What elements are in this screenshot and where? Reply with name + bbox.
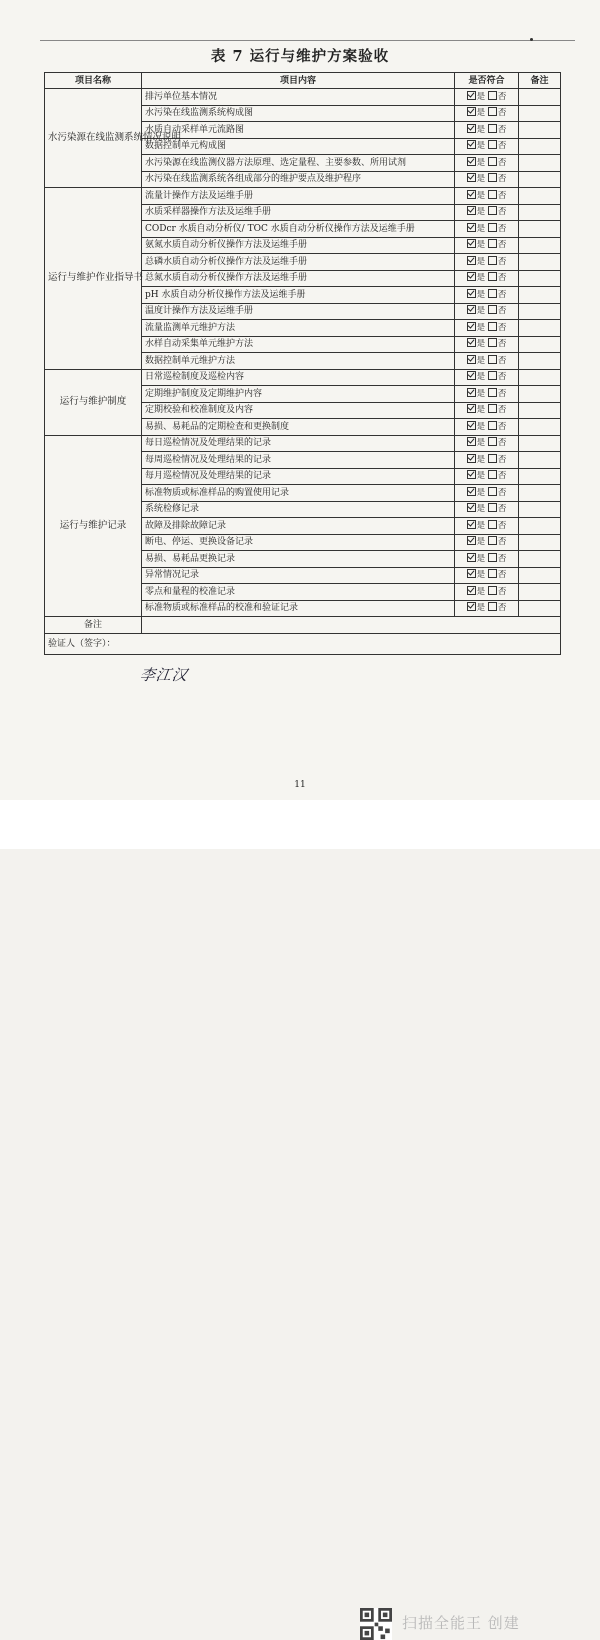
table-row	[45, 89, 561, 106]
compliance-cell	[455, 369, 519, 386]
yes-label: 是	[476, 289, 486, 300]
checked-box-icon[interactable]	[467, 586, 476, 595]
item-content-cell: 流量监测单元维护方法	[142, 320, 455, 337]
compliance-cell	[455, 89, 519, 106]
compliance-cell	[455, 485, 519, 502]
remarks-label: 备注	[45, 617, 142, 634]
unchecked-box-icon[interactable]	[488, 371, 497, 380]
unchecked-box-icon[interactable]	[488, 322, 497, 331]
checked-box-icon[interactable]	[467, 487, 476, 496]
no-label: 否	[497, 306, 507, 317]
unchecked-box-icon[interactable]	[488, 520, 497, 529]
yes-label: 是	[476, 91, 486, 102]
no-label: 否	[497, 174, 507, 185]
compliance-cell	[455, 138, 519, 155]
item-content-cell: 定期校验和校准制度及内容	[142, 402, 455, 419]
no-label: 否	[497, 190, 507, 201]
item-content-cell: 流量计操作方法及运维手册	[142, 188, 455, 205]
no-label: 否	[497, 256, 507, 267]
checked-box-icon[interactable]	[467, 239, 476, 248]
table-row	[45, 369, 561, 386]
yes-label: 是	[476, 322, 486, 333]
no-label: 否	[497, 586, 507, 597]
item-content-cell: 水样自动采集单元维护方法	[142, 336, 455, 353]
remark-cell	[519, 188, 561, 205]
remark-cell	[519, 518, 561, 535]
header-rule	[40, 40, 575, 41]
unchecked-box-icon[interactable]	[488, 503, 497, 512]
checked-box-icon[interactable]	[467, 371, 476, 380]
compliance-cell	[455, 105, 519, 122]
page-title: 表 7 运行与维护方案验收	[210, 48, 390, 65]
compliance-cell	[455, 386, 519, 403]
unchecked-box-icon[interactable]	[488, 470, 497, 479]
compliance-cell	[455, 600, 519, 617]
item-content-cell: 易损、易耗品的定期检查和更换制度	[142, 419, 455, 436]
header-compliance: 是否符合	[455, 73, 519, 89]
remark-cell	[519, 584, 561, 601]
remark-cell	[519, 270, 561, 287]
yes-label: 是	[476, 537, 486, 548]
no-label: 否	[497, 487, 507, 498]
yes-label: 是	[476, 355, 486, 366]
yes-label: 是	[476, 306, 486, 317]
signature: 李江汉	[138, 666, 190, 684]
remark-cell	[519, 468, 561, 485]
remark-cell	[519, 435, 561, 452]
table-row	[45, 188, 561, 205]
item-content-cell: 水质采样器操作方法及运维手册	[142, 204, 455, 221]
checked-box-icon[interactable]	[467, 454, 476, 463]
compliance-cell	[455, 204, 519, 221]
no-label: 否	[497, 504, 507, 515]
no-label: 否	[497, 289, 507, 300]
unchecked-box-icon[interactable]	[488, 454, 497, 463]
yes-label: 是	[476, 421, 486, 432]
signer-row	[45, 633, 561, 654]
remark-cell	[519, 600, 561, 617]
unchecked-box-icon[interactable]	[488, 91, 497, 100]
compliance-cell	[455, 237, 519, 254]
item-content-cell: pH 水质自动分析仪操作方法及运维手册	[142, 287, 455, 304]
item-content-cell: 易损、易耗品更换记录	[142, 551, 455, 568]
compliance-cell	[455, 171, 519, 188]
remark-cell	[519, 353, 561, 370]
item-content-cell: 日常巡检制度及巡检内容	[142, 369, 455, 386]
checked-box-icon[interactable]	[467, 272, 476, 281]
yes-label: 是	[476, 207, 486, 218]
unchecked-box-icon[interactable]	[488, 305, 497, 314]
qr-code-icon	[360, 1608, 392, 1640]
compliance-cell	[455, 221, 519, 238]
yes-label: 是	[476, 339, 486, 350]
checked-box-icon[interactable]	[467, 520, 476, 529]
yes-label: 是	[476, 570, 486, 581]
unchecked-box-icon[interactable]	[488, 421, 497, 430]
no-label: 否	[497, 322, 507, 333]
no-label: 否	[497, 91, 507, 102]
no-label: 否	[497, 520, 507, 531]
ink-dot	[530, 38, 533, 41]
remark-cell	[519, 567, 561, 584]
remark-cell	[519, 452, 561, 469]
remark-cell	[519, 336, 561, 353]
checked-box-icon[interactable]	[467, 91, 476, 100]
no-label: 否	[497, 553, 507, 564]
remark-cell	[519, 171, 561, 188]
checked-box-icon[interactable]	[467, 602, 476, 611]
remarks-row	[45, 617, 561, 634]
unchecked-box-icon[interactable]	[488, 289, 497, 298]
yes-label: 是	[476, 405, 486, 416]
checked-box-icon[interactable]	[467, 536, 476, 545]
page-number: 11	[294, 780, 306, 790]
unchecked-box-icon[interactable]	[488, 338, 497, 347]
yes-label: 是	[476, 124, 486, 135]
checked-box-icon[interactable]	[467, 157, 476, 166]
no-label: 否	[497, 273, 507, 284]
checked-box-icon[interactable]	[467, 289, 476, 298]
checked-box-icon[interactable]	[467, 305, 476, 314]
checked-box-icon[interactable]	[467, 124, 476, 133]
yes-label: 是	[476, 157, 486, 168]
no-label: 否	[497, 207, 507, 218]
compliance-cell	[455, 303, 519, 320]
no-label: 否	[497, 372, 507, 383]
category-cell: 运行与维护记录	[45, 435, 142, 617]
no-label: 否	[497, 240, 507, 251]
unchecked-box-icon[interactable]	[488, 107, 497, 116]
compliance-cell	[455, 518, 519, 535]
checked-box-icon[interactable]	[467, 404, 476, 413]
no-label: 否	[497, 124, 507, 135]
compliance-cell	[455, 435, 519, 452]
compliance-cell	[455, 270, 519, 287]
checked-box-icon[interactable]	[467, 206, 476, 215]
item-content-cell: 氨氮水质自动分析仪操作方法及运维手册	[142, 237, 455, 254]
yes-label: 是	[476, 108, 486, 119]
yes-label: 是	[476, 603, 486, 614]
unchecked-box-icon[interactable]	[488, 487, 497, 496]
item-content-cell: 水质自动采样单元流路图	[142, 122, 455, 139]
compliance-cell	[455, 501, 519, 518]
item-content-cell: 排污单位基本情况	[142, 89, 455, 106]
unchecked-box-icon[interactable]	[488, 586, 497, 595]
item-content-cell: 零点和量程的校准记录	[142, 584, 455, 601]
unchecked-box-icon[interactable]	[488, 536, 497, 545]
unchecked-box-icon[interactable]	[488, 206, 497, 215]
header-row	[45, 73, 561, 89]
yes-label: 是	[476, 273, 486, 284]
remark-cell	[519, 485, 561, 502]
yes-label: 是	[476, 438, 486, 449]
no-label: 否	[497, 537, 507, 548]
remark-cell	[519, 221, 561, 238]
no-label: 否	[497, 355, 507, 366]
compliance-cell	[455, 287, 519, 304]
remark-cell	[519, 155, 561, 172]
header-project-name: 项目名称	[45, 73, 142, 89]
yes-label: 是	[476, 240, 486, 251]
category-cell: 运行与维护制度	[45, 369, 142, 435]
unchecked-box-icon[interactable]	[488, 437, 497, 446]
checked-box-icon[interactable]	[467, 256, 476, 265]
item-content-cell: 故障及排除故障记录	[142, 518, 455, 535]
compliance-cell	[455, 353, 519, 370]
remarks-cell	[142, 617, 561, 634]
yes-label: 是	[476, 553, 486, 564]
unchecked-box-icon[interactable]	[488, 602, 497, 611]
compliance-cell	[455, 551, 519, 568]
unchecked-box-icon[interactable]	[488, 124, 497, 133]
compliance-cell	[455, 468, 519, 485]
no-label: 否	[497, 141, 507, 152]
item-content-cell: CODcr 水质自动分析仪/ TOC 水质自动分析仪操作方法及运维手册	[142, 221, 455, 238]
item-content-cell: 数据控制单元维护方法	[142, 353, 455, 370]
item-content-cell: 水污染在线监测系统各组成部分的维护要点及维护程序	[142, 171, 455, 188]
table-row	[45, 435, 561, 452]
compliance-cell	[455, 336, 519, 353]
no-label: 否	[497, 223, 507, 234]
yes-label: 是	[476, 586, 486, 597]
remark-cell	[519, 105, 561, 122]
no-label: 否	[497, 471, 507, 482]
yes-label: 是	[476, 141, 486, 152]
unchecked-box-icon[interactable]	[488, 355, 497, 364]
checked-box-icon[interactable]	[467, 355, 476, 364]
item-content-cell: 系统检修记录	[142, 501, 455, 518]
compliance-cell	[455, 188, 519, 205]
remark-cell	[519, 501, 561, 518]
unchecked-box-icon[interactable]	[488, 553, 497, 562]
unchecked-box-icon[interactable]	[488, 569, 497, 578]
checked-box-icon[interactable]	[467, 107, 476, 116]
no-label: 否	[497, 388, 507, 399]
scanner-footer	[0, 800, 600, 1632]
remark-cell	[519, 287, 561, 304]
unchecked-box-icon[interactable]	[488, 190, 497, 199]
remark-cell	[519, 254, 561, 271]
unchecked-box-icon[interactable]	[488, 140, 497, 149]
remark-cell	[519, 204, 561, 221]
checked-box-icon[interactable]	[467, 421, 476, 430]
header-remarks: 备注	[519, 73, 561, 89]
compliance-cell	[455, 254, 519, 271]
signer-label: 验证人（签字）：	[45, 633, 561, 654]
checked-box-icon[interactable]	[467, 553, 476, 562]
acceptance-table	[44, 72, 561, 655]
yes-label: 是	[476, 256, 486, 267]
no-label: 否	[497, 438, 507, 449]
no-label: 否	[497, 421, 507, 432]
checked-box-icon[interactable]	[467, 437, 476, 446]
compliance-cell	[455, 419, 519, 436]
checked-box-icon[interactable]	[467, 388, 476, 397]
remark-cell	[519, 419, 561, 436]
remark-cell	[519, 237, 561, 254]
scanner-watermark: 扫描全能王 创建	[402, 1614, 520, 1632]
unchecked-box-icon[interactable]	[488, 404, 497, 413]
no-label: 否	[497, 108, 507, 119]
remark-cell	[519, 386, 561, 403]
unchecked-box-icon[interactable]	[488, 173, 497, 182]
unchecked-box-icon[interactable]	[488, 388, 497, 397]
remark-cell	[519, 551, 561, 568]
yes-label: 是	[476, 190, 486, 201]
item-content-cell: 标准物质或标准样品的购置使用记录	[142, 485, 455, 502]
item-content-cell: 每周巡检情况及处理结果的记录	[142, 452, 455, 469]
compliance-cell	[455, 402, 519, 419]
remark-cell	[519, 138, 561, 155]
item-content-cell: 每日巡检情况及处理结果的记录	[142, 435, 455, 452]
header-project-content: 项目内容	[142, 73, 455, 89]
yes-label: 是	[476, 454, 486, 465]
yes-label: 是	[476, 174, 486, 185]
category-cell: 水污染源在线监测系统情况说明	[45, 89, 142, 188]
checked-box-icon[interactable]	[467, 322, 476, 331]
unchecked-box-icon[interactable]	[488, 239, 497, 248]
unchecked-box-icon[interactable]	[488, 157, 497, 166]
unchecked-box-icon[interactable]	[488, 272, 497, 281]
item-content-cell: 定期维护制度及定期维护内容	[142, 386, 455, 403]
remark-cell	[519, 303, 561, 320]
category-cell: 运行与维护作业指导书	[45, 188, 142, 370]
yes-label: 是	[476, 487, 486, 498]
remark-cell	[519, 122, 561, 139]
item-content-cell: 水污染在线监测系统构成图	[142, 105, 455, 122]
item-content-cell: 异常情况记录	[142, 567, 455, 584]
checked-box-icon[interactable]	[467, 173, 476, 182]
yes-label: 是	[476, 471, 486, 482]
unchecked-box-icon[interactable]	[488, 223, 497, 232]
item-content-cell: 总磷水质自动分析仪操作方法及运维手册	[142, 254, 455, 271]
no-label: 否	[497, 339, 507, 350]
compliance-cell	[455, 567, 519, 584]
yes-label: 是	[476, 504, 486, 515]
remark-cell	[519, 320, 561, 337]
no-label: 否	[497, 570, 507, 581]
remark-cell	[519, 534, 561, 551]
checked-box-icon[interactable]	[467, 569, 476, 578]
no-label: 否	[497, 157, 507, 168]
item-content-cell: 水污染源在线监测仪器方法原理、选定量程、主要参数、所用试剂	[142, 155, 455, 172]
item-content-cell: 断电、停运、更换设备记录	[142, 534, 455, 551]
compliance-cell	[455, 155, 519, 172]
remark-cell	[519, 89, 561, 106]
unchecked-box-icon[interactable]	[488, 256, 497, 265]
yes-label: 是	[476, 372, 486, 383]
checked-box-icon[interactable]	[467, 338, 476, 347]
checked-box-icon[interactable]	[467, 140, 476, 149]
item-content-cell: 数据控制单元构成图	[142, 138, 455, 155]
item-content-cell: 温度计操作方法及运维手册	[142, 303, 455, 320]
checked-box-icon[interactable]	[467, 470, 476, 479]
item-content-cell: 标准物质或标准样品的校准和验证记录	[142, 600, 455, 617]
no-label: 否	[497, 405, 507, 416]
remark-cell	[519, 402, 561, 419]
yes-label: 是	[476, 388, 486, 399]
compliance-cell	[455, 122, 519, 139]
compliance-cell	[455, 320, 519, 337]
yes-label: 是	[476, 520, 486, 531]
compliance-cell	[455, 534, 519, 551]
yes-label: 是	[476, 223, 486, 234]
no-label: 否	[497, 603, 507, 614]
remark-cell	[519, 369, 561, 386]
item-content-cell: 每月巡检情况及处理结果的记录	[142, 468, 455, 485]
item-content-cell: 总氮水质自动分析仪操作方法及运维手册	[142, 270, 455, 287]
checked-box-icon[interactable]	[467, 503, 476, 512]
compliance-cell	[455, 584, 519, 601]
checked-box-icon[interactable]	[467, 190, 476, 199]
checked-box-icon[interactable]	[467, 223, 476, 232]
compliance-cell	[455, 452, 519, 469]
no-label: 否	[497, 454, 507, 465]
